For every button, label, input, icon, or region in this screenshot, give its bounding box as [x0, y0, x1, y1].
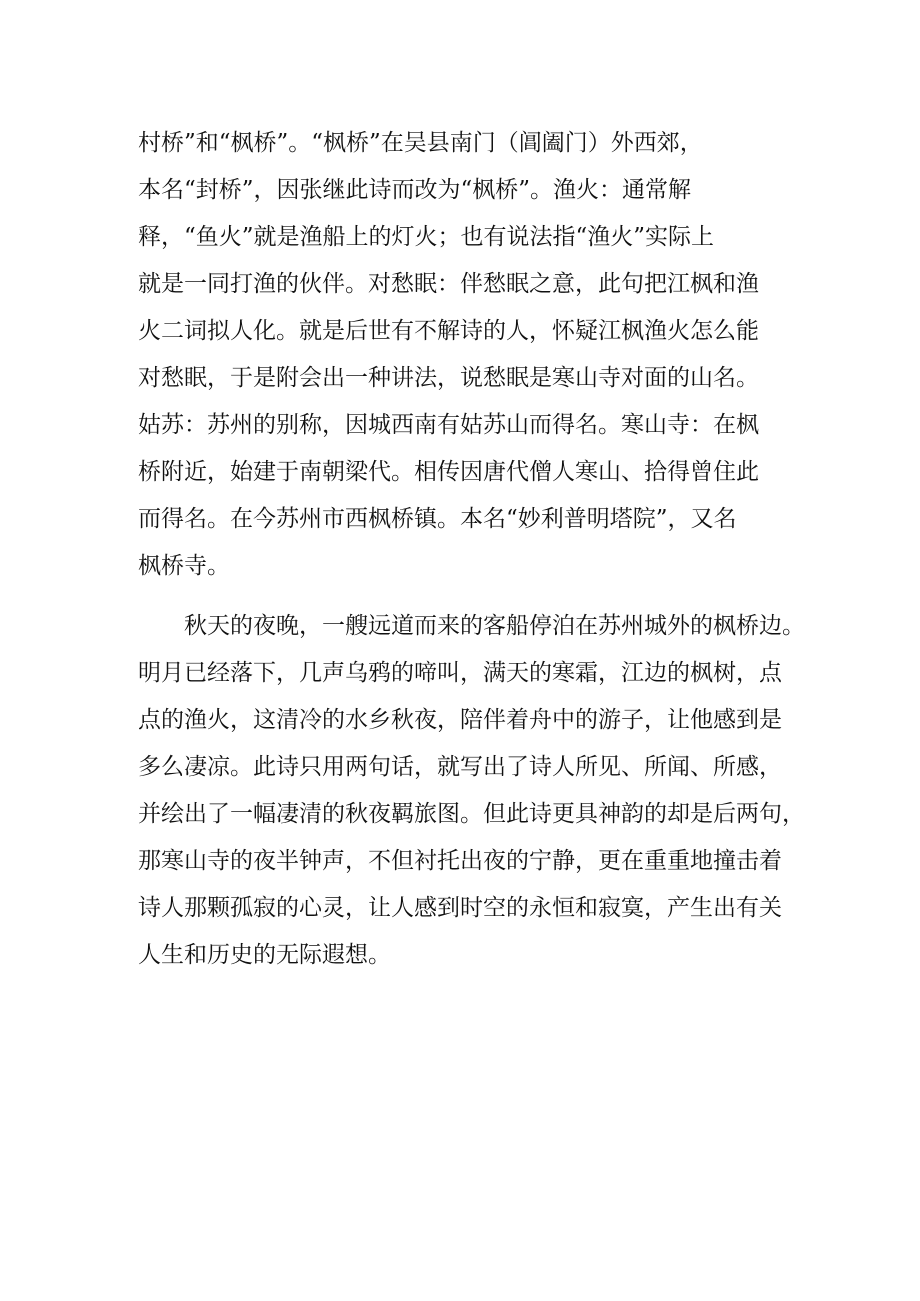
- text-line: 就是一同打渔的伙伴。对愁眠：伴愁眠之意，此句把江枫和渔: [138, 271, 759, 297]
- text-line: 点的渔火，这清冷的水乡秋夜，陪伴着舟中的游子，让他感到是: [138, 707, 782, 733]
- text-line: 桥附近，始建于南朝梁代。相传因唐代僧人寒山、拾得曾住此: [138, 459, 759, 485]
- annotation-paragraph: [138, 120, 838, 590]
- text-line: 释，“鱼火”就是渔船上的灯火；也有说法指“渔火”实际上: [138, 224, 715, 250]
- text-line: 对愁眠，于是附会出一种讲法，说愁眠是寒山寺对面的山名。: [138, 365, 759, 391]
- text-line: 多么凄凉。此诗只用两句话，就写出了诗人所见、所闻、所感，: [138, 754, 782, 780]
- text-line: 而得名。在今苏州市西枫桥镇。本名“妙利普明塔院”，又名: [138, 506, 737, 532]
- text-line: 人生和历史的无际遐想。: [138, 942, 391, 968]
- text-line: 那寒山寺的夜半钟声，不但衬托出夜的宁静，更在重重地撞击着: [138, 848, 782, 874]
- text-line: 姑苏：苏州的别称，因城西南有姑苏山而得名。寒山寺：在枫: [138, 412, 759, 438]
- text-line: 火二词拟人化。就是后世有不解诗的人，怀疑江枫渔火怎么能: [138, 318, 759, 344]
- text-line: 枫桥寺。: [138, 553, 230, 579]
- text-line: 明月已经落下，几声乌鸦的啼叫，满天的寒霜，江边的枫树，点: [138, 660, 782, 686]
- text-line: 村桥”和“枫桥”。“枫桥”在吴县南门（阊阖门）外西郊，: [138, 130, 703, 156]
- text-line: 诗人那颗孤寂的心灵，让人感到时空的永恒和寂寞，产生出有关: [138, 895, 782, 921]
- text-line: 并绘出了一幅凄清的秋夜羁旅图。但此诗更具神韵的却是后两句，: [138, 801, 805, 827]
- translation-paragraph: [138, 603, 838, 979]
- text-line: 本名“封桥”，因张继此诗而改为“枫桥”。渔火：通常解: [138, 177, 692, 203]
- text-line: 秋天的夜晚，一艘远道而来的客船停泊在苏州城外的枫桥边。: [184, 613, 805, 639]
